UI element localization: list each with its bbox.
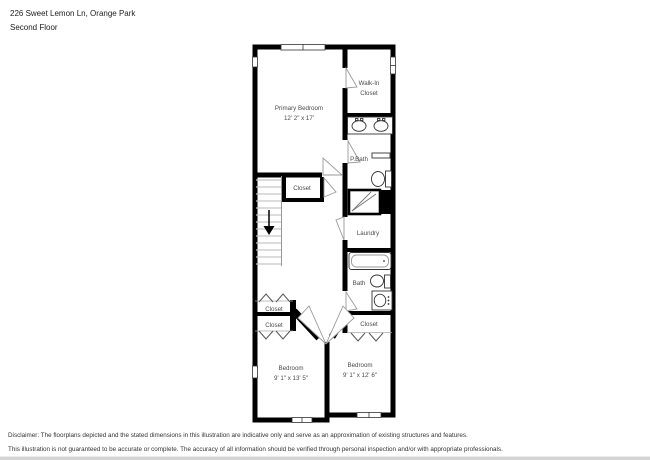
- label-walkin-line1: Walk-In: [358, 80, 380, 87]
- faucet-dot: [388, 300, 390, 302]
- bottom-edge-strip: [0, 457, 650, 460]
- bathtub-drain: [383, 260, 385, 262]
- faucet-dot: [378, 119, 380, 121]
- pbath-toilet-bowl: [372, 172, 385, 187]
- label-right-closet: Closet: [360, 321, 378, 328]
- label-bedroom-right: Bedroom: [347, 362, 373, 369]
- window-left-upper: [253, 57, 258, 67]
- faucet-dot: [356, 119, 358, 121]
- faucet-dot: [383, 119, 385, 121]
- pbath-toilet-tank: [386, 171, 392, 187]
- label-left-closet-upper: Closet: [265, 306, 283, 313]
- pbath-shelf: [372, 153, 390, 158]
- label-bedroom-left: Bedroom: [278, 365, 304, 372]
- vanity-sink-left: [352, 121, 366, 132]
- bath-toilet-bowl: [371, 275, 384, 287]
- label-laundry: Laundry: [356, 230, 380, 237]
- label-walkin-line2: Closet: [360, 90, 378, 97]
- label-pbath: P.Bath: [350, 156, 368, 163]
- address-title: 226 Sweet Lemon Ln, Orange Park: [10, 9, 136, 18]
- bath-sink: [374, 294, 386, 307]
- faucet-dot: [361, 119, 363, 121]
- disclaimer-line1: Disclaimer: The floorplans depicted and the stated dimensions in this illustration are indicative only and serve as an approximation of existing structures and features.: [8, 432, 468, 439]
- label-primary-bedroom-dims: 12' 2" x 17': [283, 115, 315, 122]
- vanity-sink-right: [374, 121, 388, 132]
- bath-toilet-tank: [385, 275, 391, 288]
- faucet-dot: [388, 303, 390, 305]
- shower-wall-block: [381, 190, 394, 214]
- label-bedroom-right-dims: 9' 1" x 12' 6": [343, 372, 377, 379]
- bathtub-inner: [352, 255, 389, 267]
- label-primary-bedroom: Primary Bedroom: [274, 105, 324, 112]
- label-bedroom-left-dims: 9' 1" x 13' 5": [274, 375, 308, 382]
- label-hall-closet: Closet: [293, 185, 311, 192]
- label-bath: Bath: [352, 280, 366, 287]
- label-left-closet-lower: Closet: [265, 322, 283, 329]
- disclaimer-line2: This illustration is not guaranteed to be accurate or complete. The accuracy of all information should be verified through personal inspection and/or with appropriate professionals.: [8, 446, 503, 453]
- faucet-dot: [388, 296, 390, 298]
- window-left-lower: [253, 366, 258, 378]
- floor-title: Second Floor: [10, 23, 58, 32]
